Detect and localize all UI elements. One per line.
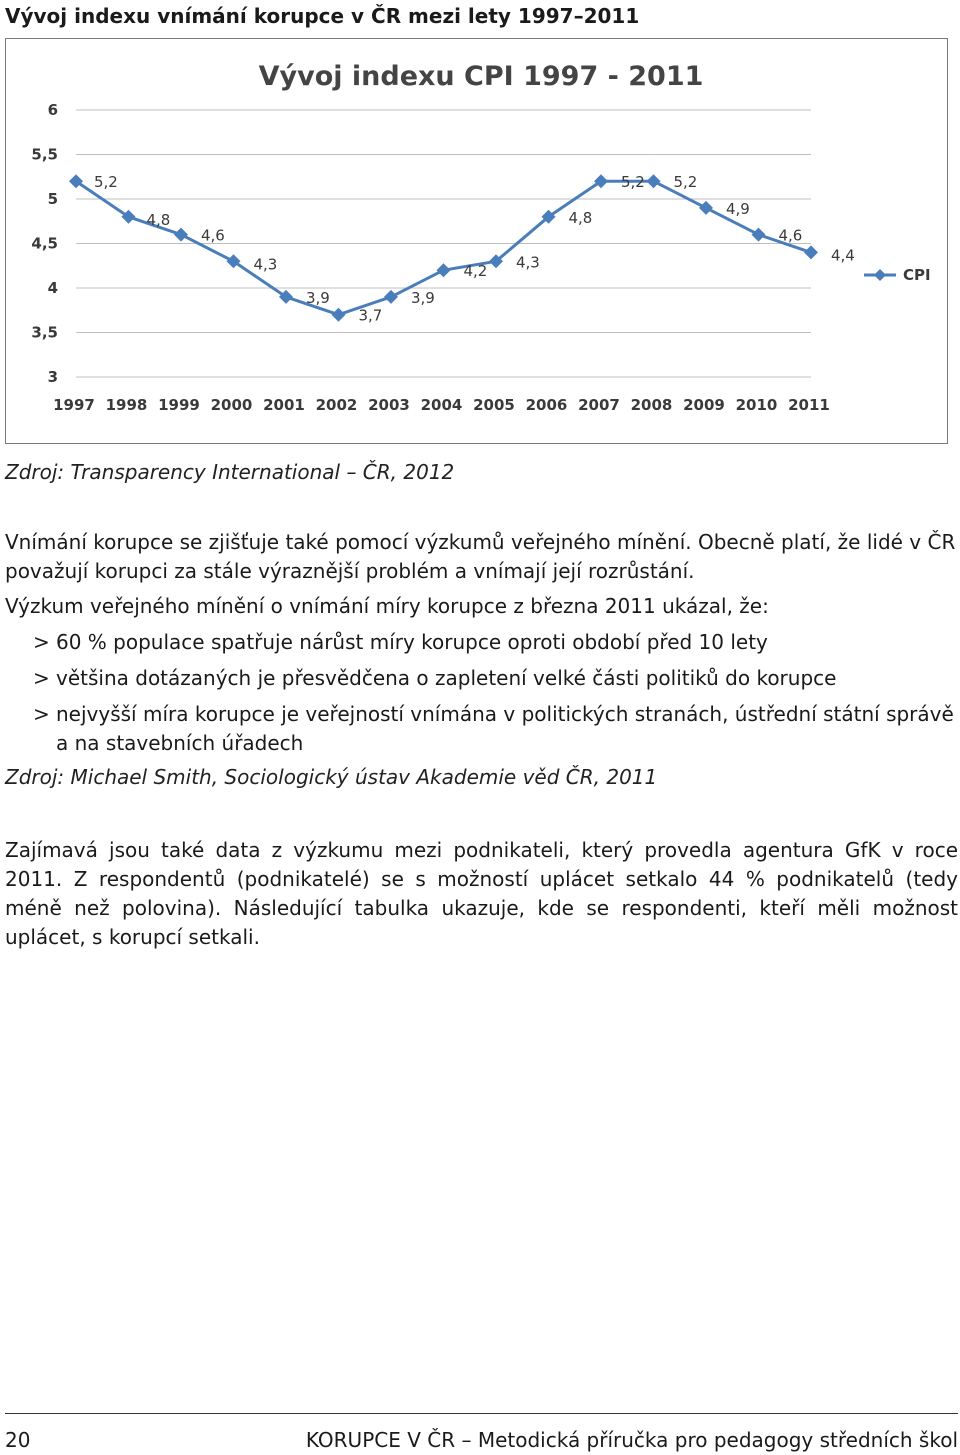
- y-tick-label: 3,5: [31, 323, 58, 342]
- page-number: 20: [5, 1428, 31, 1452]
- data-point: [804, 245, 818, 259]
- x-tick-label: 1998: [105, 396, 148, 414]
- data-label: 4,4: [831, 246, 855, 265]
- y-tick-label: 5: [47, 190, 58, 208]
- bullet-marker: >: [33, 666, 50, 690]
- footer-divider: [5, 1413, 958, 1414]
- data-label: 3,9: [411, 288, 435, 307]
- y-tick-label: 4,5: [31, 234, 58, 253]
- y-tick-label: 4: [47, 279, 58, 297]
- list-item-text: 60 % populace spatřuje nárůst míry korupce oproti období před 10 lety: [56, 630, 768, 654]
- x-tick-label: 2011: [788, 396, 830, 414]
- paragraph-gfk: Zajímavá jsou také data z výzkumu mezi podnikateli, který provedla agentura GfK v roce 2011. Z respondentů (podnikatelé) se s možností uplácet setkalo 44 % podnikatelů (tedy méně než polovina). Následující tabulka ukazuje, kde se respondenti, kteří měli možnost uplácet, s korupcí setkali.: [5, 838, 958, 949]
- list-item-text: většina dotázaných je přesvědčena o zapletení velké části politiků do korupce: [56, 666, 837, 690]
- data-label: 4,6: [201, 226, 225, 245]
- data-label: 4,6: [778, 226, 803, 245]
- y-tick-label: 5,5: [31, 145, 58, 164]
- y-tick-label: 3: [47, 368, 58, 386]
- x-tick-label: 2010: [735, 396, 778, 414]
- data-label: 3,7: [358, 306, 383, 325]
- data-point: [384, 290, 398, 304]
- list-item-text: nejvyšší míra korupce je veřejností vnímána v politických stranách, ústřední státní správě a na stavebních úřadech: [56, 702, 954, 755]
- list-item: [33, 700, 958, 758]
- data-label: 4,9: [726, 199, 750, 218]
- x-tick-label: 2000: [210, 396, 253, 414]
- chart-source: Zdroj: Transparency International – ČR, 2012: [5, 460, 455, 484]
- x-tick-label: 1999: [158, 396, 200, 414]
- x-tick-label: 1997: [53, 396, 95, 414]
- paragraph-survey-intro: Výzkum veřejného mínění o vnímání míry korupce z března 2011 ukázal, že:: [5, 594, 769, 618]
- data-point: [647, 174, 661, 188]
- cpi-chart-svg: [6, 39, 947, 443]
- data-label: 4,3: [253, 255, 278, 274]
- x-tick-label: 2008: [630, 396, 673, 414]
- series-line-cpi: [76, 181, 811, 315]
- legend-label: CPI: [903, 266, 931, 284]
- x-tick-label: 2007: [578, 396, 620, 414]
- data-label: 5,2: [621, 173, 645, 192]
- data-label: 5,2: [94, 173, 118, 192]
- bullet-marker: >: [33, 630, 50, 654]
- data-label: 4,2: [463, 262, 488, 281]
- list-item: [33, 628, 958, 657]
- x-tick-label: 2003: [368, 396, 410, 414]
- x-tick-label: 2006: [525, 396, 568, 414]
- y-tick-label: 6: [47, 101, 58, 119]
- x-tick-label: 2004: [420, 396, 463, 414]
- bullet-marker: >: [33, 702, 50, 726]
- x-tick-label: 2002: [315, 396, 358, 414]
- data-point: [332, 308, 346, 322]
- data-label: 4,8: [146, 210, 171, 229]
- section-heading: Vývoj indexu vnímání korupce v ČR mezi lety 1997–2011: [5, 4, 640, 28]
- data-label: 4,8: [568, 208, 593, 227]
- survey-source: Zdroj: Michael Smith, Sociologický ústav Akademie věd ČR, 2011: [5, 765, 658, 789]
- legend-marker: [874, 269, 886, 281]
- data-point: [752, 228, 766, 242]
- footer-title: KORUPCE V ČR – Metodická příručka pro pedagogy středních škol: [305, 1428, 958, 1452]
- paragraph-perception: Vnímání korupce se zjišťuje také pomocí výzkumů veřejného mínění. Obecně platí, že lidé v ČR považují korupci za stále výraznější problém a vnímají její rozrůstání.: [5, 530, 956, 583]
- x-tick-label: 2005: [473, 396, 515, 414]
- x-tick-label: 2009: [683, 396, 725, 414]
- x-tick-label: 2001: [263, 396, 305, 414]
- data-point: [174, 228, 188, 242]
- list-item: [33, 664, 958, 693]
- data-label: 3,9: [306, 288, 330, 307]
- data-point: [699, 201, 713, 215]
- cpi-chart: [5, 38, 948, 444]
- chart-title: Vývoj indexu CPI 1997 - 2011: [258, 61, 704, 92]
- data-point: [437, 263, 451, 277]
- data-label: 4,3: [516, 253, 540, 272]
- data-label: 5,2: [673, 173, 698, 192]
